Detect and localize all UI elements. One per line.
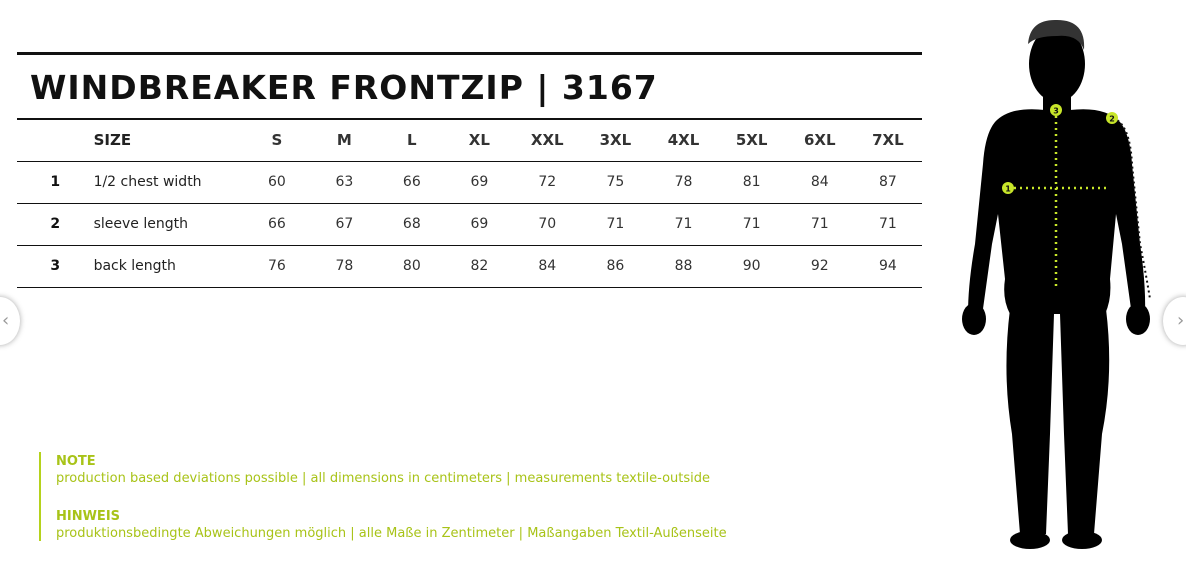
row-label: 1/2 chest width: [93, 174, 202, 190]
table-cell: 60: [268, 174, 286, 190]
table-cell: 78: [674, 174, 693, 190]
table-cell: 87: [878, 174, 897, 190]
table-cell: 71: [674, 216, 693, 232]
table-cell: 88: [674, 258, 693, 274]
table-cell: 82: [470, 258, 489, 274]
marker-1: [1002, 182, 1014, 194]
row-number: 1: [50, 174, 61, 190]
header-l: L: [407, 131, 417, 150]
table-cell: 66: [268, 216, 286, 232]
table-cell: 84: [538, 258, 557, 274]
header-size: SIZE: [93, 131, 132, 150]
table-cell: 67: [335, 216, 354, 232]
notes-block: [56, 453, 727, 542]
page-title: WINDBREAKER FRONTZIP | 3167: [30, 68, 658, 107]
header-s: S: [271, 131, 283, 150]
table-cell: 94: [878, 258, 897, 274]
note-accent-bar: [39, 452, 41, 541]
row-label: sleeve length: [93, 216, 188, 232]
table-cell: 71: [810, 216, 829, 232]
header-num-cell: [17, 119, 94, 161]
header-6xl: 6XL: [803, 131, 836, 150]
table-cell: 69: [470, 216, 489, 232]
table-cell: 66: [402, 174, 421, 190]
marker-3: [1050, 104, 1062, 116]
table-row: [17, 203, 922, 245]
header-xxl: XXL: [530, 131, 564, 150]
chevron-right-icon: ›: [1177, 310, 1185, 331]
svg-text:3: 3: [1053, 106, 1059, 116]
svg-text:2: 2: [1109, 114, 1115, 124]
row-label: back length: [93, 258, 176, 274]
table-cell: 76: [268, 258, 286, 274]
table-cell: 84: [810, 174, 829, 190]
table-cell: 81: [742, 174, 761, 190]
header-m: M: [336, 131, 352, 150]
header-3xl: 3XL: [599, 131, 632, 150]
table-header-row: [17, 119, 922, 161]
table-cell: 71: [878, 216, 897, 232]
table-cell: 90: [742, 258, 761, 274]
table-cell: 63: [335, 174, 354, 190]
prev-slide-button[interactable]: [0, 297, 20, 345]
table-cell: 92: [810, 258, 829, 274]
table-cell: 68: [402, 216, 421, 232]
hinweis-heading: HINWEIS: [56, 509, 121, 524]
table-cell: 78: [335, 258, 354, 274]
note-text: production based deviations possible | all dimensions in centimeters | measurements textile-outside: [56, 471, 711, 486]
body-measurement-figure: [950, 14, 1170, 564]
hinweis-text: produktionsbedingte Abweichungen möglich | alle Maße in Zentimeter | Maßangaben Textil-Außenseite: [56, 526, 727, 541]
marker-2: [1106, 112, 1118, 124]
table-row: [17, 245, 922, 287]
table-cell: 71: [606, 216, 625, 232]
table-cell: 70: [538, 216, 557, 232]
table-cell: 80: [402, 258, 421, 274]
header-4xl: 4XL: [667, 131, 700, 150]
table-cell: 72: [538, 174, 557, 190]
svg-text:1: 1: [1005, 184, 1011, 194]
chevron-left-icon: ‹: [2, 310, 10, 331]
header-xl: XL: [468, 131, 490, 150]
header-5xl: 5XL: [735, 131, 768, 150]
row-number: 2: [50, 216, 61, 232]
header-7xl: 7XL: [872, 131, 904, 150]
table-row: [17, 161, 922, 203]
table-cell: 75: [606, 174, 625, 190]
table-cell: 71: [742, 216, 761, 232]
table-cell: 69: [470, 174, 489, 190]
table-cell: 86: [606, 258, 625, 274]
row-number: 3: [50, 258, 61, 274]
title-rule: [17, 52, 922, 55]
size-table: [17, 118, 922, 288]
note-heading: NOTE: [56, 454, 96, 469]
